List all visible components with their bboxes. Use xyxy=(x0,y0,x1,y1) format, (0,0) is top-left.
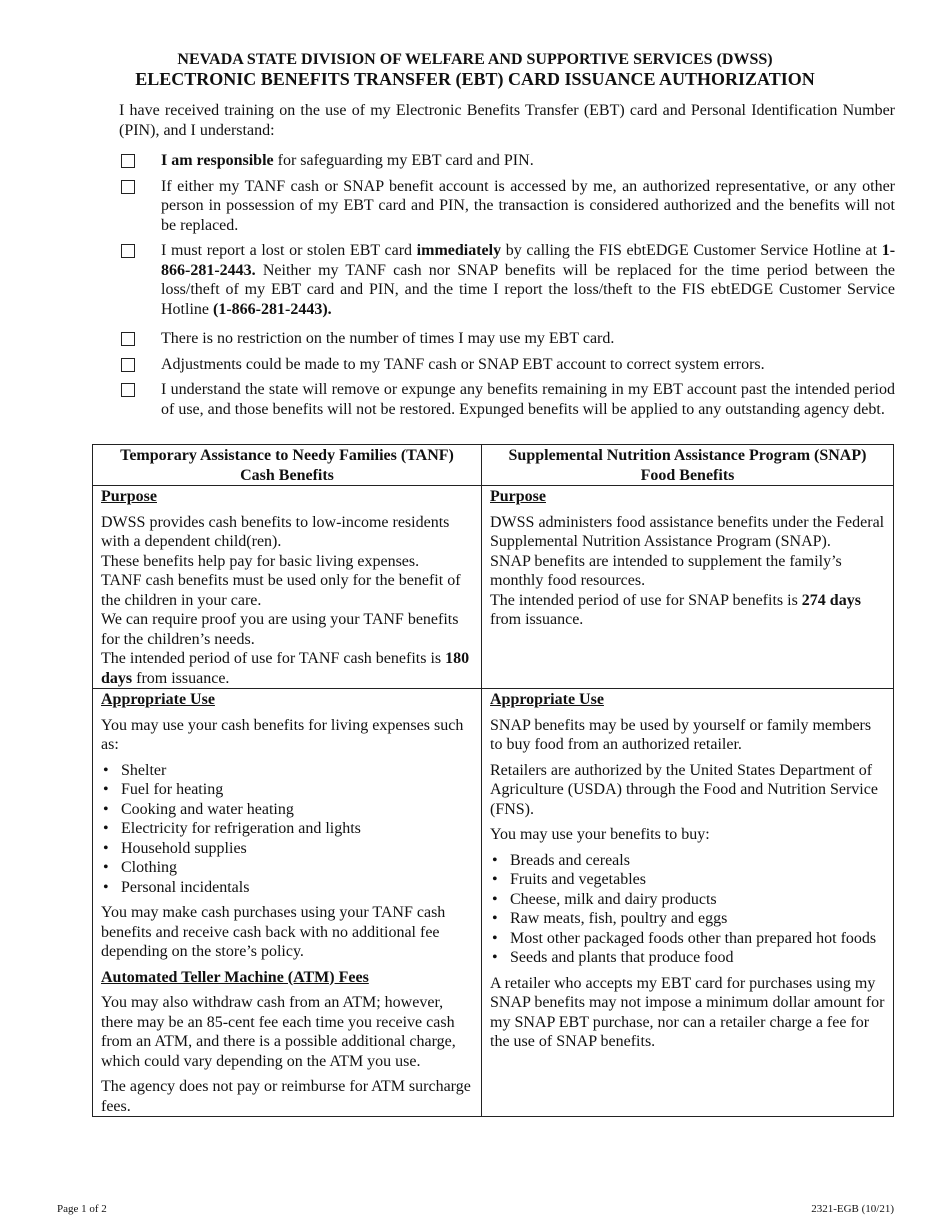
list-item: • Electricity for refrigeration and lights xyxy=(101,819,473,839)
tanf-use-list xyxy=(101,761,473,898)
form-id: 2321-EGB (10/21) xyxy=(811,1203,894,1215)
checkbox[interactable] xyxy=(121,332,135,346)
agency-title: NEVADA STATE DIVISION OF WELFARE AND SUPPORTIVE SERVICES (DWSS) xyxy=(177,51,773,68)
purpose-row xyxy=(93,486,894,689)
snap-use-list xyxy=(490,851,885,968)
checkbox[interactable] xyxy=(121,383,135,397)
snap-column-header: Supplemental Nutrition Assistance Program (SNAP) Food Benefits xyxy=(482,445,894,486)
list-item: • Clothing xyxy=(101,858,473,878)
checkbox[interactable] xyxy=(121,358,135,372)
list-item: • Seeds and plants that produce food xyxy=(490,948,885,968)
list-item: • Fruits and vegetables xyxy=(490,870,885,890)
list-item: • Household supplies xyxy=(101,839,473,859)
tanf-purpose-title: Purpose xyxy=(101,488,157,505)
list-item: • Raw meats, fish, poultry and eggs xyxy=(490,909,885,929)
list-item: • Cooking and water heating xyxy=(101,800,473,820)
intro-paragraph: I have received training on the use of my Electronic Benefits Transfer (EBT) card and Personal Identification Number (PIN), and I understand: xyxy=(119,102,895,139)
snap-use-title: Appropriate Use xyxy=(490,691,604,708)
checkbox[interactable] xyxy=(121,154,135,168)
list-item: • Shelter xyxy=(101,761,473,781)
tanf-column-header: Temporary Assistance to Needy Families (TANF) Cash Benefits xyxy=(93,445,482,486)
benefits-table xyxy=(92,444,894,1117)
table-header-row xyxy=(93,445,894,486)
tanf-use-title: Appropriate Use xyxy=(101,691,215,708)
list-item: • Breads and cereals xyxy=(490,851,885,871)
page-number: Page 1 of 2 xyxy=(57,1203,107,1215)
checklist-item-responsible: I am responsible for safeguarding my EBT card and PIN. xyxy=(119,151,895,171)
snap-use-cell: Appropriate Use SNAP benefits may be used by yourself or family members to buy food from an authorized retailer. Retailers are authorized by the United States Department of Agriculture (USDA) through the Food and Nutrition Service (FNS). You may use your benefits to buy: • Breads and cereals • Fruits and vegetables • Cheese, milk and dairy products • Raw meats, fish, poultry and eggs • Most other packaged foods other than prepared hot foods • Seeds and plants that produce food A retailer who accepts my EBT card for purchases using my SNAP benefits may not impose a minimum dollar amount for my SNAP EBT purchase, nor can a retailer charge a fee for the use of SNAP benefits. xyxy=(482,689,894,1117)
list-item: • Fuel for heating xyxy=(101,780,473,800)
checklist-item-authorized-access: If either my TANF cash or SNAP benefit account is accessed by me, an authorized representative, or any other person in possession of my EBT card and PIN, the transaction is considered authorized and the benefits will not be replaced. xyxy=(119,177,895,236)
list-item: • Cheese, milk and dairy products xyxy=(490,890,885,910)
atm-fees-title: Automated Teller Machine (ATM) Fees xyxy=(101,968,369,986)
appropriate-use-row xyxy=(93,689,894,1117)
list-item: • Most other packaged foods other than prepared hot foods xyxy=(490,929,885,949)
form-title: ELECTRONIC BENEFITS TRANSFER (EBT) CARD ISSUANCE AUTHORIZATION xyxy=(135,69,815,89)
checklist-item-lost-card: I must report a lost or stolen EBT card immediately by calling the FIS ebtEDGE Customer Service Hotline at 1-866-281-2443. Neither my TANF cash nor SNAP benefits will be replaced for the time period between the loss/theft of my EBT card and PIN, and the time I report the loss/theft to the FIS ebtEDGE Customer Service Hotline (1-866-281-2443). xyxy=(119,241,895,319)
document-heading xyxy=(0,50,950,90)
tanf-purpose-cell: Purpose DWSS provides cash benefits to low-income residents with a dependent child(ren). These benefits help pay for basic living expenses. TANF cash benefits must be used only for the benefit of the children in your care. We can require proof you are using your TANF benefits for the children’s needs. The intended period of use for TANF cash benefits is 180 days from issuance. xyxy=(93,486,482,689)
snap-purpose-title: Purpose xyxy=(490,488,546,505)
checklist-item-no-restriction: There is no restriction on the number of times I may use my EBT card. xyxy=(119,329,895,349)
checklist-item-expunge: I understand the state will remove or expunge any benefits remaining in my EBT account past the intended period of use, and those benefits will not be restored. Expunged benefits will be applied to any outstanding agency debt. xyxy=(119,380,895,419)
acknowledgement-checklist xyxy=(119,151,895,419)
snap-purpose-cell: Purpose DWSS administers food assistance benefits under the Federal Supplemental Nutrition Assistance Program (SNAP). SNAP benefits are intended to supplement the family’s monthly food resources. The intended period of use for SNAP benefits is 274 days from issuance. xyxy=(482,486,894,689)
list-item: • Personal incidentals xyxy=(101,878,473,898)
checkbox[interactable] xyxy=(121,180,135,194)
tanf-use-cell: Appropriate Use You may use your cash benefits for living expenses such as: • Shelter • Fuel for heating • Cooking and water heating • Electricity for refrigeration and lights • Household supplies • Clothing • Personal incidentals You may make cash purchases using your TANF cash benefits and receive cash back with no additional fee depending on the store’s policy. Automated Teller Machine (ATM) Fees You may also withdraw cash from an ATM; however, there may be an 85-cent fee each time you receive cash from an ATM, and there is a possible additional charge, which could vary depending on the ATM you use. The agency does not pay or reimburse for ATM surcharge fees. xyxy=(93,689,482,1117)
checklist-item-adjustments: Adjustments could be made to my TANF cash or SNAP EBT account to correct system errors. xyxy=(119,355,895,375)
checkbox[interactable] xyxy=(121,244,135,258)
